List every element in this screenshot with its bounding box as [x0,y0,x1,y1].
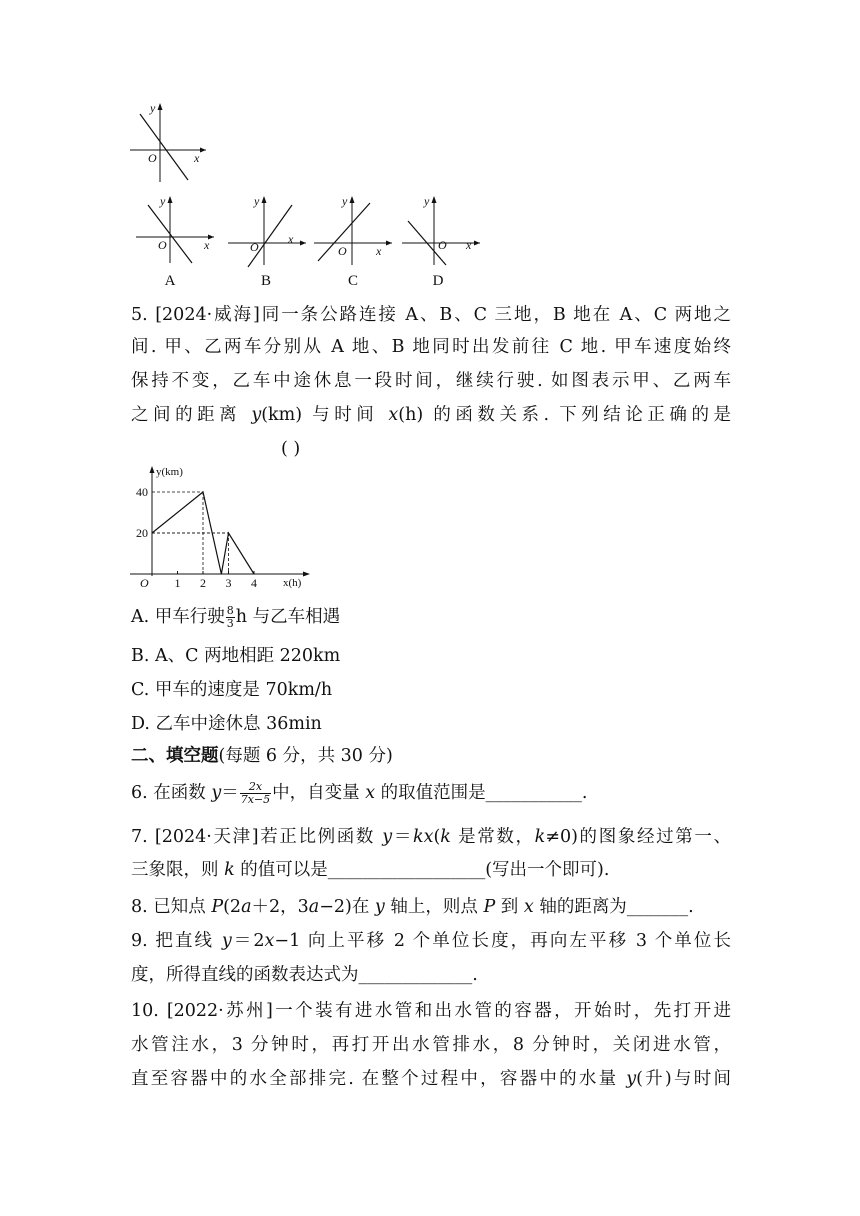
data-point [202,491,203,492]
option-d: D. 乙车中途休息 36min [131,714,322,734]
option-b: B. A、C 两地相距 220km [131,646,341,666]
q6-text: 的取值范围是 [375,783,486,803]
q4-option-c-graph [312,193,394,289]
y-tick-label: 40 [136,485,148,499]
q4-stem-graph [128,100,208,184]
q7-text: ＝ [392,827,413,847]
q9-line-1 [131,930,731,952]
q4-option-d-graph [400,193,482,289]
fraction-numerator: 2x [240,781,271,794]
origin-label: O [158,238,167,252]
option-d-label: D [432,273,444,289]
q10-line-2: 水管注水，3 分钟时，再打开出水管排水，8 分钟时，关闭进水管， [131,1035,731,1055]
y-tick-label: 20 [136,526,148,540]
q10-text: 直至容器中的水全部排完. 在整个过程中，容器中的水量 [131,1069,627,1089]
fraction-denominator: 7x−5 [240,793,271,806]
var-y: y [374,897,385,917]
q7-text: 三象限，则 [131,860,225,880]
q6-text: 中，自变量 [272,783,366,803]
equals-sign: ＝ [221,783,239,803]
option-a-label: A [164,273,176,289]
q5-line-4 [131,404,731,426]
origin-label: O [250,240,259,254]
q8-text: (2 [223,897,242,917]
var-x: x [365,783,376,803]
origin-label: O [338,244,347,258]
var-x: x [523,897,534,917]
q10-text: (升)与时间 [636,1069,732,1089]
distance-time-chart [126,462,316,594]
q8-text: 轴上，则点 [384,897,484,917]
q9-line-2 [131,964,731,986]
axis-y-label: y [160,194,166,208]
axis-x-label: x [288,232,294,246]
section-title: 二、填空题 [131,746,219,766]
q8-text: 到 [495,897,524,917]
q5-text: 之间的距离 [131,405,242,425]
answer-blank[interactable]: ___________ [485,783,582,803]
answer-bracket: ( ) [281,439,301,459]
q5-line-3: 保持不变，乙车中途休息一段时间，继续行驶. 如图表示甲、乙两车 [131,371,731,391]
q7-text: ≠0)的图象经过第一、 [545,827,732,847]
var-y: y [382,827,393,847]
q10-line-3 [131,1068,731,1090]
q7-text: 7. [2024·天津]若正比例函数 [131,827,383,847]
q6-text: . [581,783,588,803]
axis-y-label: y [254,194,260,208]
var-x: x [388,405,399,425]
origin-label: O [148,151,157,165]
q6-text: 6. 在函数 [131,783,212,803]
var-kx: kx [412,827,434,847]
x-tick-label: 3 [225,576,232,590]
q8-text: 轴的距离为 [533,897,627,917]
q9-text: 度，所得直线的函数表达式为 [131,965,359,985]
y-axis-arrow [150,466,155,473]
origin-label: O [438,238,447,252]
axis-y-label: y [424,194,430,208]
answer-blank[interactable]: __________________ [327,860,486,880]
option-a [131,603,731,637]
q4-option-b-graph [226,193,308,289]
axis-x-label: x [204,238,210,252]
var-k: k [534,827,546,847]
var-y: y [251,405,262,425]
fraction-8-3 [226,605,235,630]
data-point [253,573,254,574]
section-heading [131,745,731,767]
option-a-text: A. 甲车行驶 [131,607,225,627]
option-c: C. 甲车的速度是 70km/h [131,680,333,700]
y-axis-label: y(km) [156,466,183,478]
q8-text: ＋2，3 [251,897,309,917]
q6 [131,774,731,814]
var-x: x [264,931,275,951]
question-number: 5. [131,305,148,325]
point-p: P [483,897,496,917]
q8 [131,896,731,918]
x-tick-label: 4 [251,576,257,590]
q5-line-2: 间. 甲、乙两车分别从 A 地、B 地同时出发前往 C 地. 甲车速度始终 [131,337,731,357]
var-a: a [241,897,252,917]
q7-text: (写出一个即可). [485,860,610,880]
data-point [151,532,152,533]
point-p: P [211,897,224,917]
q5-text: (h) 的函数关系. 下列结论正确的是 [398,405,731,425]
q9-text: ＝2 [231,931,265,951]
q9-text: 9. 把直线 [131,931,222,951]
axis-x-label: x [376,244,382,258]
origin-label: O [140,576,149,590]
x-axis-label: x(h) [283,577,302,589]
answer-blank[interactable]: _____________ [358,965,473,985]
q9-text: −1 向上平移 2 个单位长度，再向左平移 3 个单位长 [274,931,731,951]
section-note: (每题 6 分，共 30 分) [218,746,393,766]
q8-text: 8. 已知点 [131,897,212,917]
var-k: k [440,827,451,847]
answer-blank[interactable]: _______ [626,897,689,917]
var-y: y [211,783,222,803]
q5-line-1 [131,304,731,326]
option-a-text: h 与乙车相遇 [235,607,341,627]
q7-text: ( [433,827,441,847]
q7-line-2 [131,859,731,881]
data-point [228,532,229,533]
axis-y-label: y [150,101,156,115]
fraction-expression [240,781,271,806]
option-c-label: C [347,273,359,289]
var-a: a [308,897,320,917]
q5-text: (km) 与时间 [261,405,379,425]
x-tick-label: 1 [174,576,181,590]
q7-text: 的值可以是 [234,860,328,880]
q7-line-1 [131,826,731,848]
q9-text: . [472,965,478,985]
question-source: [2024·威海] [155,305,260,325]
q8-text: −2)在 [319,897,375,917]
x-axis-arrow [303,572,310,577]
fraction-denominator: 3 [226,617,234,630]
axis-x-label: x [466,238,472,252]
axis-x-label: x [194,151,200,165]
x-tick-label: 2 [200,576,206,590]
var-k: k [224,860,235,880]
data-point [221,573,222,574]
q10-line-1: 10. [2022·苏州]一个装有进水管和出水管的容器，开始时，先打开进 [131,1001,731,1021]
fraction-numerator: 8 [226,604,234,617]
var-y: y [221,931,232,951]
axis-y-label: y [342,194,348,208]
q7-text: 是常数， [450,827,535,847]
q4-option-a-graph [134,193,216,289]
q8-text: . [688,897,694,917]
q5-text: 同一条公路连接 A、B、C 三地，B 地在 A、C 两地之 [259,305,731,325]
var-y: y [626,1069,637,1089]
option-b-label: B [260,273,272,289]
